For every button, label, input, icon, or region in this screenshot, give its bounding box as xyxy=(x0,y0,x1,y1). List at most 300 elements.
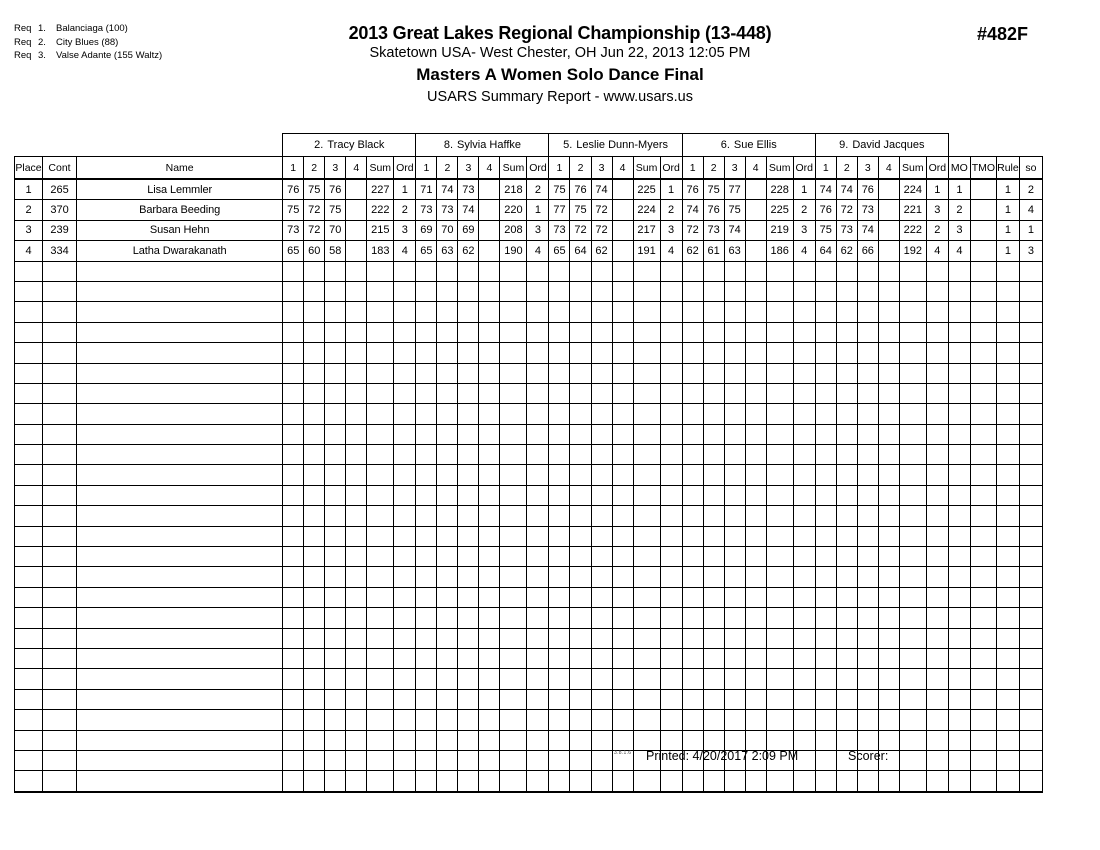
cell-rule xyxy=(996,404,1019,424)
cell-judge3-score2: 75 xyxy=(570,200,591,220)
cell-cont xyxy=(43,567,77,587)
cell-judge3-score3: 72 xyxy=(591,220,612,240)
cell-judge3-score3 xyxy=(591,587,612,607)
cell-judge3-score4 xyxy=(612,322,633,342)
table-row-empty xyxy=(15,628,1043,648)
cell-judge5-score2 xyxy=(836,404,857,424)
cell-judge1-score4 xyxy=(346,669,367,689)
cell-judge4-score4 xyxy=(745,648,766,668)
header-mo: MO xyxy=(948,157,970,180)
cell-judge5-sum xyxy=(899,526,926,546)
header-judge5-1: 1 xyxy=(815,157,836,180)
cell-judge1-score3 xyxy=(325,363,346,383)
cell-rule xyxy=(996,587,1019,607)
requirement-index: 2. xyxy=(38,36,46,48)
judge-name: Tracy Black xyxy=(327,139,385,151)
cell-rule xyxy=(996,689,1019,709)
cell-judge1-score1 xyxy=(283,587,304,607)
cell-judge4-sum xyxy=(766,343,793,363)
cell-judge1-score4 xyxy=(346,220,367,240)
cell-rule xyxy=(996,669,1019,689)
cell-judge4-score4 xyxy=(745,281,766,301)
cell-judge2-sum xyxy=(500,343,527,363)
cell-judge2-ord xyxy=(527,343,549,363)
cell-judge1-score4 xyxy=(346,730,367,750)
cell-judge3-score4 xyxy=(612,587,633,607)
cell-judge3-score1 xyxy=(549,771,570,792)
cell-judge2-score1 xyxy=(416,424,437,444)
header-cont: Cont xyxy=(43,157,77,180)
cell-judge5-score1 xyxy=(815,567,836,587)
header-judge1-sum: Sum xyxy=(367,157,394,180)
header-rule: Rule xyxy=(996,157,1019,180)
cell-judge5-score3 xyxy=(857,567,878,587)
cell-tmo xyxy=(970,547,996,567)
cell-judge5-score2 xyxy=(836,383,857,403)
cell-judge3-sum xyxy=(633,689,660,709)
cell-judge1-ord xyxy=(394,608,416,628)
header-judge2-4: 4 xyxy=(479,157,500,180)
cell-judge2-score1 xyxy=(416,281,437,301)
cell-judge5-score2 xyxy=(836,281,857,301)
cell-mo xyxy=(948,485,970,505)
cell-judge5-score1 xyxy=(815,669,836,689)
cell-cont xyxy=(43,302,77,322)
cell-judge3-sum xyxy=(633,465,660,485)
cell-tmo xyxy=(970,485,996,505)
cell-judge2-ord xyxy=(527,648,549,668)
cell-judge5-score4 xyxy=(878,363,899,383)
cell-judge4-score4 xyxy=(745,628,766,648)
cell-judge5-sum xyxy=(899,261,926,281)
cell-place xyxy=(15,608,43,628)
cell-so xyxy=(1019,506,1042,526)
cell-judge1-score4 xyxy=(346,587,367,607)
cell-place xyxy=(15,526,43,546)
cell-judge2-sum: 218 xyxy=(500,179,527,200)
cell-judge2-score1 xyxy=(416,771,437,792)
cell-judge3-sum xyxy=(633,730,660,750)
cell-judge4-sum xyxy=(766,281,793,301)
report-header xyxy=(160,22,960,107)
cell-judge3-score3 xyxy=(591,526,612,546)
cell-judge2-score4 xyxy=(479,179,500,200)
cell-judge4-score2 xyxy=(703,689,724,709)
cell-skater-name: Barbara Beeding xyxy=(77,200,283,220)
cell-judge1-score1 xyxy=(283,261,304,281)
cell-judge3-sum xyxy=(633,526,660,546)
cell-judge3-sum xyxy=(633,424,660,444)
cell-judge5-score2 xyxy=(836,506,857,526)
cell-judge1-score4 xyxy=(346,547,367,567)
cell-skater-name xyxy=(77,261,283,281)
cell-judge4-score3 xyxy=(724,669,745,689)
cell-judge1-ord xyxy=(394,302,416,322)
cell-judge5-score3 xyxy=(857,771,878,792)
cell-judge5-sum xyxy=(899,363,926,383)
cell-judge2-ord: 2 xyxy=(527,179,549,200)
cell-so xyxy=(1019,730,1042,750)
cell-judge2-ord xyxy=(527,322,549,342)
cell-judge5-score4 xyxy=(878,567,899,587)
cell-judge4-score4 xyxy=(745,608,766,628)
cell-rule xyxy=(996,485,1019,505)
table-row-empty xyxy=(15,648,1043,668)
cell-judge3-score1: 65 xyxy=(549,241,570,261)
cell-judge3-score3: 62 xyxy=(591,241,612,261)
cell-judge5-sum xyxy=(899,567,926,587)
cell-judge3-score3 xyxy=(591,261,612,281)
cell-judge1-score4 xyxy=(346,200,367,220)
cell-judge4-ord xyxy=(793,424,815,444)
cell-judge4-score1: 74 xyxy=(682,200,703,220)
table-row-empty xyxy=(15,485,1043,505)
cell-judge1-score4 xyxy=(346,628,367,648)
cell-judge5-score4 xyxy=(878,179,899,200)
cell-judge1-score1 xyxy=(283,485,304,505)
cell-tmo xyxy=(970,689,996,709)
cell-judge5-ord xyxy=(926,526,948,546)
cell-judge3-ord xyxy=(660,424,682,444)
cell-so xyxy=(1019,689,1042,709)
cell-cont xyxy=(43,689,77,709)
header-judge5-ord: Ord xyxy=(926,157,948,180)
cell-cont xyxy=(43,465,77,485)
cell-mo xyxy=(948,526,970,546)
cell-judge4-score4 xyxy=(745,669,766,689)
cell-judge4-score1 xyxy=(682,771,703,792)
requirement-keyword: Req xyxy=(14,50,32,61)
cell-rule xyxy=(996,281,1019,301)
cell-judge1-ord xyxy=(394,526,416,546)
cell-mo xyxy=(948,547,970,567)
cell-cont xyxy=(43,281,77,301)
judge-header xyxy=(815,134,948,157)
cell-judge3-score4 xyxy=(612,302,633,322)
cell-judge2-score2: 73 xyxy=(437,200,458,220)
cell-cont: 265 xyxy=(43,179,77,200)
cell-judge2-score1 xyxy=(416,710,437,730)
cell-cont xyxy=(43,322,77,342)
cell-judge1-ord xyxy=(394,587,416,607)
cell-judge3-ord xyxy=(660,526,682,546)
header-judge1-3: 3 xyxy=(325,157,346,180)
cell-judge3-sum xyxy=(633,404,660,424)
cell-judge3-score2 xyxy=(570,526,591,546)
cell-judge5-score1 xyxy=(815,445,836,465)
cell-judge5-score2 xyxy=(836,567,857,587)
table-row-empty xyxy=(15,424,1043,444)
cell-judge2-score1 xyxy=(416,261,437,281)
cell-judge4-score2 xyxy=(703,710,724,730)
cell-rule xyxy=(996,567,1019,587)
cell-judge4-score4 xyxy=(745,526,766,546)
table-row-empty xyxy=(15,689,1043,709)
cell-judge2-score3 xyxy=(458,689,479,709)
cell-judge2-score3 xyxy=(458,669,479,689)
cell-tmo xyxy=(970,220,996,240)
cell-judge4-sum xyxy=(766,404,793,424)
cell-judge4-ord xyxy=(793,485,815,505)
cell-skater-name xyxy=(77,567,283,587)
cell-judge5-score2 xyxy=(836,648,857,668)
cell-judge3-score2 xyxy=(570,689,591,709)
cell-judge4-score2 xyxy=(703,322,724,342)
cell-judge5-ord xyxy=(926,567,948,587)
cell-judge3-sum xyxy=(633,771,660,792)
cell-tmo xyxy=(970,567,996,587)
cell-cont xyxy=(43,648,77,668)
cell-judge1-ord xyxy=(394,730,416,750)
cell-judge1-ord xyxy=(394,689,416,709)
cell-judge4-score4 xyxy=(745,363,766,383)
cell-judge5-score2 xyxy=(836,343,857,363)
cell-judge3-score3 xyxy=(591,383,612,403)
cell-so xyxy=(1019,648,1042,668)
cell-judge5-score1 xyxy=(815,526,836,546)
cell-judge4-score1 xyxy=(682,730,703,750)
cell-judge4-score2 xyxy=(703,424,724,444)
cell-judge2-score2 xyxy=(437,465,458,485)
cell-judge3-score3 xyxy=(591,567,612,587)
cell-judge4-score1 xyxy=(682,648,703,668)
cell-judge2-score1 xyxy=(416,343,437,363)
cell-judge5-ord xyxy=(926,281,948,301)
cell-mo xyxy=(948,628,970,648)
judge-number: 5. xyxy=(563,139,573,151)
cell-judge3-score3 xyxy=(591,281,612,301)
cell-judge4-ord xyxy=(793,445,815,465)
cell-judge4-score3 xyxy=(724,322,745,342)
cell-judge1-score4 xyxy=(346,241,367,261)
cell-judge4-ord xyxy=(793,547,815,567)
sheet-footer xyxy=(14,750,1043,770)
cell-judge2-score3 xyxy=(458,730,479,750)
cell-judge1-score4 xyxy=(346,322,367,342)
cell-judge1-score4 xyxy=(346,526,367,546)
cell-judge5-sum xyxy=(899,587,926,607)
cell-judge1-score2 xyxy=(304,485,325,505)
cell-judge3-score4 xyxy=(612,710,633,730)
cell-judge5-score3: 76 xyxy=(857,179,878,200)
cell-judge4-ord: 1 xyxy=(793,179,815,200)
cell-judge4-ord xyxy=(793,648,815,668)
cell-judge2-score2 xyxy=(437,343,458,363)
cell-judge1-sum xyxy=(367,587,394,607)
cell-judge3-sum xyxy=(633,343,660,363)
cell-judge4-sum: 225 xyxy=(766,200,793,220)
cell-judge5-score3 xyxy=(857,485,878,505)
cell-judge5-score2 xyxy=(836,424,857,444)
score-table xyxy=(14,133,1043,793)
cell-tmo xyxy=(970,383,996,403)
cell-judge5-ord: 2 xyxy=(926,220,948,240)
cell-judge3-score1 xyxy=(549,322,570,342)
cell-judge1-sum xyxy=(367,322,394,342)
cell-judge1-sum xyxy=(367,526,394,546)
cell-judge4-score3 xyxy=(724,608,745,628)
cell-cont: 370 xyxy=(43,200,77,220)
cell-judge1-score2 xyxy=(304,322,325,342)
cell-judge3-sum xyxy=(633,302,660,322)
score-sheet xyxy=(14,133,1043,793)
cell-judge4-sum xyxy=(766,587,793,607)
header-judge1-1: 1 xyxy=(283,157,304,180)
cell-judge3-score2 xyxy=(570,281,591,301)
cell-judge4-score3 xyxy=(724,302,745,322)
cell-judge3-score1 xyxy=(549,302,570,322)
cell-judge1-sum xyxy=(367,710,394,730)
cell-judge1-sum xyxy=(367,445,394,465)
cell-judge4-score3: 75 xyxy=(724,200,745,220)
cell-judge2-score1: 71 xyxy=(416,179,437,200)
cell-judge3-score1 xyxy=(549,710,570,730)
cell-judge1-score1 xyxy=(283,710,304,730)
cell-judge4-score1 xyxy=(682,343,703,363)
cell-judge4-score4 xyxy=(745,179,766,200)
cell-judge2-ord: 1 xyxy=(527,200,549,220)
cell-judge5-score3 xyxy=(857,343,878,363)
cell-judge1-sum xyxy=(367,608,394,628)
requirement-keyword: Req xyxy=(14,36,32,48)
cell-judge5-score2 xyxy=(836,322,857,342)
cell-judge3-ord xyxy=(660,587,682,607)
cell-judge3-score1 xyxy=(549,669,570,689)
cell-judge1-score3 xyxy=(325,669,346,689)
cell-rule xyxy=(996,506,1019,526)
cell-judge4-ord xyxy=(793,587,815,607)
cell-tmo xyxy=(970,200,996,220)
cell-judge5-score1 xyxy=(815,730,836,750)
cell-mo xyxy=(948,710,970,730)
cell-tmo xyxy=(970,261,996,281)
cell-judge3-ord: 2 xyxy=(660,200,682,220)
cell-judge1-score2 xyxy=(304,261,325,281)
cell-judge2-score1 xyxy=(416,506,437,526)
cell-judge2-sum xyxy=(500,608,527,628)
cell-judge4-score2 xyxy=(703,343,724,363)
cell-place: 2 xyxy=(15,200,43,220)
cell-mo xyxy=(948,343,970,363)
cell-judge4-ord xyxy=(793,689,815,709)
cell-judge5-ord xyxy=(926,424,948,444)
cell-tmo xyxy=(970,322,996,342)
cell-judge5-score3 xyxy=(857,506,878,526)
cell-judge2-score3 xyxy=(458,710,479,730)
cell-judge1-score1: 65 xyxy=(283,241,304,261)
cell-judge2-score3 xyxy=(458,547,479,567)
cell-judge2-score1 xyxy=(416,689,437,709)
cell-judge5-score1: 76 xyxy=(815,200,836,220)
cell-mo xyxy=(948,281,970,301)
cell-judge4-score1 xyxy=(682,526,703,546)
cell-judge1-ord xyxy=(394,322,416,342)
cell-judge4-score4 xyxy=(745,506,766,526)
cell-judge5-score3 xyxy=(857,648,878,668)
cell-judge1-score1 xyxy=(283,628,304,648)
cell-judge2-score4 xyxy=(479,587,500,607)
cell-judge5-sum xyxy=(899,547,926,567)
cell-judge2-score4 xyxy=(479,383,500,403)
cell-judge4-score2 xyxy=(703,547,724,567)
cell-judge1-score4 xyxy=(346,648,367,668)
cell-judge4-score1: 76 xyxy=(682,179,703,200)
cell-judge4-sum xyxy=(766,730,793,750)
cell-judge3-sum xyxy=(633,445,660,465)
cell-judge3-score4 xyxy=(612,200,633,220)
cell-judge4-sum xyxy=(766,628,793,648)
cell-judge5-score3 xyxy=(857,689,878,709)
cell-judge4-score3: 63 xyxy=(724,241,745,261)
cell-judge2-score3 xyxy=(458,302,479,322)
cell-judge5-score2 xyxy=(836,547,857,567)
cell-judge4-ord xyxy=(793,343,815,363)
cell-judge3-score1 xyxy=(549,261,570,281)
cell-judge5-score3 xyxy=(857,465,878,485)
cell-rule xyxy=(996,465,1019,485)
cell-judge5-sum xyxy=(899,689,926,709)
cell-judge4-score1 xyxy=(682,689,703,709)
cell-judge5-sum xyxy=(899,383,926,403)
requirements-block xyxy=(14,22,162,63)
cell-judge3-score4 xyxy=(612,241,633,261)
cell-judge4-sum xyxy=(766,261,793,281)
cell-judge3-score3: 72 xyxy=(591,200,612,220)
cell-rule xyxy=(996,628,1019,648)
cell-judge3-score4 xyxy=(612,404,633,424)
cell-judge4-score4 xyxy=(745,710,766,730)
cell-judge3-score1 xyxy=(549,608,570,628)
table-row-empty xyxy=(15,363,1043,383)
cell-judge5-score1 xyxy=(815,261,836,281)
header-judge4-3: 3 xyxy=(724,157,745,180)
header-judge2-sum: Sum xyxy=(500,157,527,180)
cell-judge3-sum xyxy=(633,567,660,587)
cell-judge4-score2: 61 xyxy=(703,241,724,261)
cell-judge1-score1: 73 xyxy=(283,220,304,240)
cell-judge4-score3 xyxy=(724,445,745,465)
requirement-line xyxy=(14,36,162,50)
cell-judge3-ord xyxy=(660,302,682,322)
cell-judge5-score1: 75 xyxy=(815,220,836,240)
cell-place xyxy=(15,628,43,648)
cell-judge5-score1: 64 xyxy=(815,241,836,261)
table-row-empty xyxy=(15,506,1043,526)
header-judge3-1: 1 xyxy=(549,157,570,180)
header-judge4-sum: Sum xyxy=(766,157,793,180)
table-row xyxy=(15,241,1043,261)
cell-judge1-score4 xyxy=(346,445,367,465)
cell-place xyxy=(15,771,43,792)
cell-judge3-ord: 4 xyxy=(660,241,682,261)
cell-judge3-score4 xyxy=(612,648,633,668)
cell-skater-name xyxy=(77,281,283,301)
cell-skater-name xyxy=(77,628,283,648)
event-title: 2013 Great Lakes Regional Championship (13-448) xyxy=(348,23,772,43)
cell-judge3-score3 xyxy=(591,404,612,424)
header-judge4-ord: Ord xyxy=(793,157,815,180)
cell-judge3-score2 xyxy=(570,343,591,363)
cell-judge5-score4 xyxy=(878,771,899,792)
cell-tmo xyxy=(970,445,996,465)
cell-judge2-score1 xyxy=(416,587,437,607)
cell-judge3-score2 xyxy=(570,608,591,628)
cell-judge2-score4 xyxy=(479,261,500,281)
cell-skater-name: Lisa Lemmler xyxy=(77,179,283,200)
cell-judge2-score1 xyxy=(416,485,437,505)
cell-judge2-sum xyxy=(500,771,527,792)
cell-judge2-ord xyxy=(527,261,549,281)
